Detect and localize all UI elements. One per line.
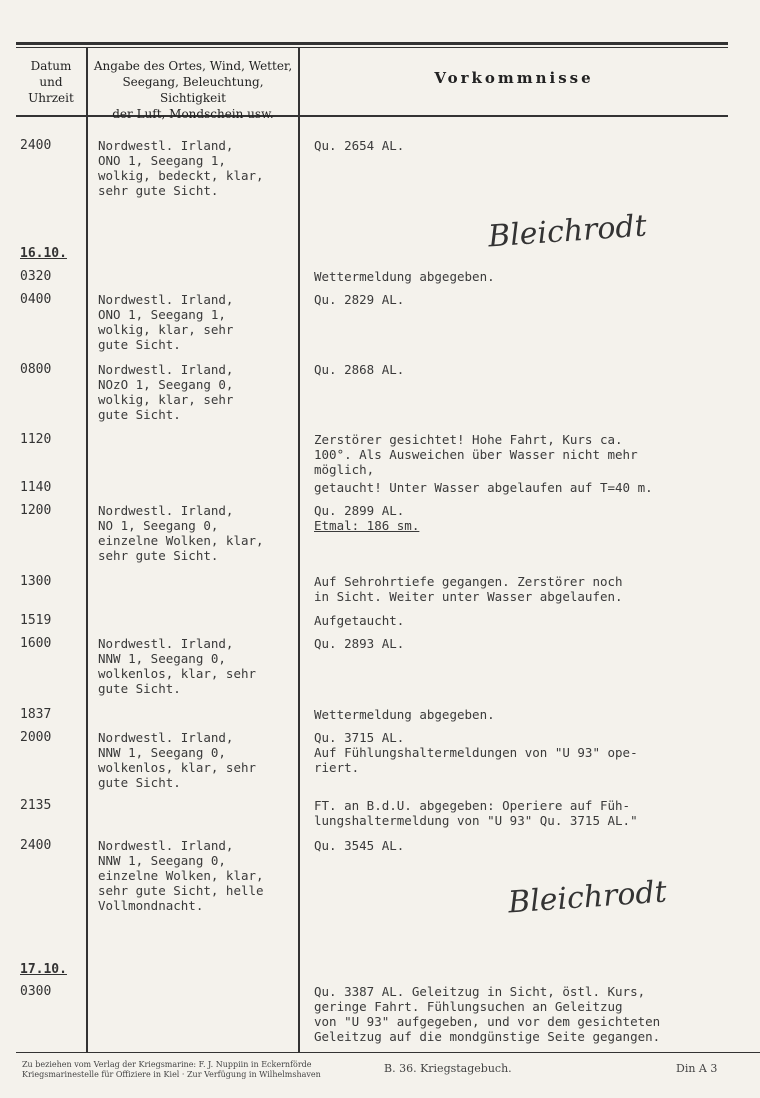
header-location-weather: Angabe des Ortes, Wind, Wetter, Seegang, Beleuchtung, Sichtigkeit der Luft, Mondschein usw. xyxy=(93,59,293,121)
entry-event: Qu. 3545 AL. xyxy=(314,838,405,853)
header-rule xyxy=(16,47,728,48)
entry-location: Nordwestl. Irland, NO 1, Seegang 0, einzelne Wolken, klar, sehr gute Sicht. xyxy=(98,503,264,563)
footer-publisher: Zu beziehen vom Verlag der Kriegsmarine: F. J. Nuppiin in Eckernförde Kriegsmarinestelle für Offiziere in Kiel · Zur Verfügung in Wilhelmshaven xyxy=(22,1060,321,1079)
top-rule xyxy=(16,42,728,45)
entry-time: 1140 xyxy=(20,480,52,495)
entry-location: Nordwestl. Irland, NNW 1, Seegang 0, wolkenlos, klar, sehr gute Sicht. xyxy=(98,636,257,696)
entry-date: 17.10. xyxy=(20,962,67,977)
entry-event: Qu. 2829 AL. xyxy=(314,292,405,307)
entry-time: 1300 xyxy=(20,574,52,589)
entry-time: 1600 xyxy=(20,636,52,651)
entry-time: 0400 xyxy=(20,292,52,307)
signature: Bleichrodt xyxy=(486,208,648,255)
entry-event: Qu. 2899 AL. xyxy=(314,503,405,518)
entry-location: Nordwestl. Irland, ONO 1, Seegang 1, wolkig, bedeckt, klar, sehr gute Sicht. xyxy=(98,138,264,198)
entry-event: FT. an B.d.U. abgegeben: Operiere auf Füh- lungshaltermeldung von "U 93" Qu. 3715 AL." xyxy=(314,798,638,828)
entry-time: 1200 xyxy=(20,503,52,518)
entry-time: 0300 xyxy=(20,984,52,999)
entry-event: Zerstörer gesichtet! Hohe Fahrt, Kurs ca. 100°. Als Ausweichen über Wasser nicht mehr möglich, xyxy=(314,432,638,477)
entry-date: 16.10. xyxy=(20,246,67,261)
entry-event: Qu. 3715 AL. Auf Fühlungshaltermeldungen von "U 93" ope- riert. xyxy=(314,730,638,775)
signature: Bleichrodt xyxy=(506,874,668,921)
entry-time: 1120 xyxy=(20,432,52,447)
etmal-note: Etmal: 186 sm. xyxy=(314,518,420,533)
entry-location: Nordwestl. Irland, NNW 1, Seegang 0, wolkenlos, klar, sehr gute Sicht. xyxy=(98,730,257,790)
entry-time: 1519 xyxy=(20,613,52,628)
entry-event: Aufgetaucht. xyxy=(314,613,405,628)
entry-event: Wettermeldung abgegeben. xyxy=(314,707,495,722)
column-divider-1 xyxy=(86,47,88,1052)
entry-time: 2135 xyxy=(20,798,52,813)
entry-time: 2400 xyxy=(20,138,52,153)
entry-time: 2400 xyxy=(20,838,52,853)
entry-event: Qu. 2868 AL. xyxy=(314,362,405,377)
footer-form-id: B. 36. Kriegstagebuch. xyxy=(384,1062,512,1075)
footer-paper-size: Din A 3 xyxy=(676,1062,718,1075)
entry-event: Auf Sehrohrtiefe gegangen. Zerstörer noch in Sicht. Weiter unter Wasser abgelaufen. xyxy=(314,574,623,604)
entry-event: Wettermeldung abgegeben. xyxy=(314,269,495,284)
entry-time: 0800 xyxy=(20,362,52,377)
entry-event: getaucht! Unter Wasser abgelaufen auf T=40 m. xyxy=(314,480,653,495)
header-date-time: Datum und Uhrzeit xyxy=(28,59,74,105)
entry-time: 1837 xyxy=(20,707,52,722)
entry-event: Qu. 2893 AL. xyxy=(314,636,405,651)
entry-location: Nordwestl. Irland, NNW 1, Seegang 0, einzelne Wolken, klar, sehr gute Sicht, helle Vollmondnacht. xyxy=(98,838,264,913)
bottom-rule xyxy=(16,1052,760,1053)
header-events: Vorkommnisse xyxy=(434,69,594,87)
entry-location: Nordwestl. Irland, NOzO 1, Seegang 0, wolkig, klar, sehr gute Sicht. xyxy=(98,362,234,422)
entry-event: Qu. 3387 AL. Geleitzug in Sicht, östl. Kurs, geringe Fahrt. Fühlungsuchen an Geleitzug von "U 93" aufgegeben, und vor dem gesichteten Geleitzug auf die mondgünstige Seite gegangen. xyxy=(314,984,661,1044)
entry-event: Qu. 2654 AL. xyxy=(314,138,405,153)
entry-time: 0320 xyxy=(20,269,52,284)
entry-time: 2000 xyxy=(20,730,52,745)
entry-location: Nordwestl. Irland, ONO 1, Seegang 1, wolkig, klar, sehr gute Sicht. xyxy=(98,292,234,352)
